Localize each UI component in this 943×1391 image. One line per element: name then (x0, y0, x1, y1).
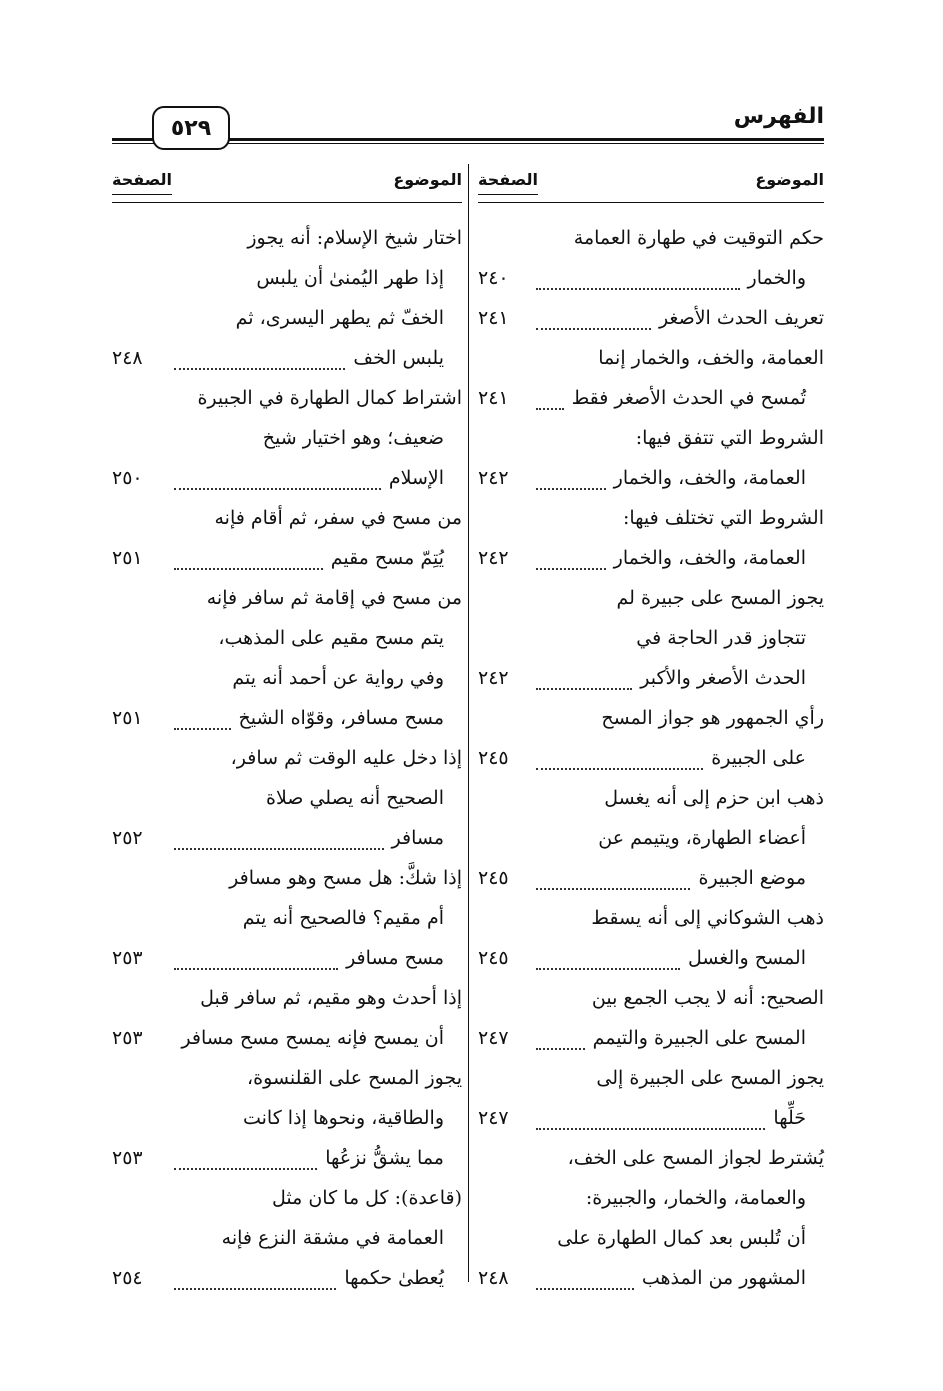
index-column-left (112, 164, 462, 1298)
column-header-right (478, 164, 824, 203)
index-entry-line (112, 498, 462, 538)
entry-page-number: ٢٤٢ (478, 467, 509, 489)
index-entry-line (478, 738, 824, 778)
entry-page-number: ٢٤٠ (478, 267, 509, 289)
index-entry-line (112, 338, 462, 378)
page-header (112, 96, 824, 156)
entry-text: من مسح في إقامة ثم سافر فإنه (206, 587, 462, 609)
index-entry-line (112, 538, 462, 578)
index-entry-line (112, 1178, 462, 1218)
entry-text: إذا دخل عليه الوقت ثم سافر، (230, 747, 462, 769)
index-entry-line (478, 458, 824, 498)
entry-text: اشتراط كمال الطهارة في الجبيرة (197, 387, 462, 409)
index-entry-line (478, 658, 824, 698)
leader-dots (536, 1098, 765, 1130)
entry-text: أم مقيم؟ فالصحيح أنه يتم (242, 907, 444, 929)
entry-text: مسح مسافر، وقوّاه الشيخ (238, 707, 444, 729)
index-entry-line (478, 938, 824, 978)
entry-text: العمامة، والخف، والخمار إنما (598, 347, 824, 369)
entry-page-number: ٢٤١ (478, 387, 509, 409)
leader-dots (536, 1258, 634, 1290)
entry-page-number: ٢٤٥ (478, 947, 509, 969)
index-entry-line (478, 978, 824, 1018)
entry-text: حَلِّها (773, 1107, 806, 1129)
topic-header: الموضوع (755, 170, 824, 189)
entry-text: الصحيح: أنه لا يجب الجمع بين (591, 987, 824, 1009)
index-entry-line (478, 778, 824, 818)
leader-dots (536, 938, 680, 970)
entry-page-number: ٢٥٣ (112, 1027, 143, 1049)
index-entry-line (478, 1138, 824, 1178)
leader-dots (536, 258, 740, 290)
leader-dots (536, 458, 606, 490)
entry-text: الصحيح أنه يصلي صلاة (266, 787, 444, 809)
index-entry-line (112, 258, 462, 298)
leader-dots (536, 538, 606, 570)
entry-text: إذا طهر اليُمنىٰ أن يلبس (256, 267, 444, 289)
entry-text: موضع الجبيرة (698, 867, 806, 889)
leader-dots (536, 378, 564, 410)
entry-text: ضعيف؛ وهو اختيار شيخ (262, 427, 444, 449)
entry-text: ذهب الشوكاني إلى أنه يسقط (591, 907, 824, 929)
entry-text: أن تُلبس بعد كمال الطهارة على (557, 1227, 806, 1249)
leader-dots (536, 858, 690, 890)
index-entry-line (112, 778, 462, 818)
index-entry-line (112, 1058, 462, 1098)
entry-text: إذا شكَّ: هل مسح وهو مسافر (229, 867, 462, 889)
entry-page-number: ٢٤٢ (478, 667, 509, 689)
entry-text: الشروط التي تتفق فيها: (635, 427, 824, 449)
index-entry-line (478, 498, 824, 538)
entry-text: إذا أحدث وهو مقيم، ثم سافر قبل (200, 987, 462, 1009)
entry-text: الحدث الأصغر والأكبر (640, 667, 806, 689)
entry-text: (قاعدة): كل ما كان مثل (271, 1187, 462, 1209)
leader-dots (174, 1138, 317, 1170)
leader-dots (536, 738, 703, 770)
entry-text: اختار شيخ الإسلام: أنه يجوز (247, 227, 462, 249)
entry-text: على الجبيرة (711, 747, 806, 769)
entry-text: يلبس الخف (353, 347, 444, 369)
index-entry-line (112, 298, 462, 338)
leader-dots (174, 458, 381, 490)
entry-text: مما يشقُّ نزعُها (325, 1147, 444, 1169)
entry-text: تعريف الحدث الأصغر (658, 307, 824, 329)
entry-page-number: ٢٥١ (112, 547, 143, 569)
entry-page-number: ٢٥٤ (112, 1267, 143, 1289)
entry-text: رأي الجمهور هو جواز المسح (601, 707, 824, 729)
entry-text: مسافر (391, 827, 444, 849)
index-entry-line (112, 858, 462, 898)
index-entry-line (478, 418, 824, 458)
topic-header: الموضوع (393, 170, 462, 189)
index-entry-line (478, 818, 824, 858)
entry-page-number: ٢٤٨ (112, 347, 143, 369)
index-entry-line (478, 1258, 824, 1298)
leader-dots (174, 1258, 336, 1290)
entry-page-number: ٢٥٠ (112, 467, 143, 489)
index-entry-line (112, 1018, 462, 1058)
entry-text: المسح والغسل (687, 947, 806, 969)
index-entry-line (112, 1138, 462, 1178)
index-entry-line (112, 218, 462, 258)
entry-page-number: ٢٥١ (112, 707, 143, 729)
entry-page-number: ٢٤٥ (478, 747, 509, 769)
leader-dots (174, 818, 384, 850)
leader-dots (536, 658, 632, 690)
entry-text: العمامة، والخف، والخمار (613, 547, 806, 569)
leader-dots (174, 698, 231, 730)
index-entry-line (478, 578, 824, 618)
entry-text: ذهب ابن حزم إلى أنه يغسل (604, 787, 824, 809)
entry-text: يُشترط لجواز المسح على الخف، (567, 1147, 824, 1169)
entry-page-number: ٢٥٢ (112, 827, 143, 849)
index-entry-line (478, 1218, 824, 1258)
page-title: الفهرس (733, 104, 824, 129)
index-entry-line (478, 618, 824, 658)
index-entry-line (112, 378, 462, 418)
leader-dots (174, 338, 345, 370)
entry-text: والعمامة، والخمار، والجبيرة: (585, 1187, 806, 1209)
entry-text: والطاقية، ونحوها إذا كانت (242, 1107, 444, 1129)
index-entry-line (112, 818, 462, 858)
page-number-badge: ٥٢٩ (152, 106, 230, 150)
index-entry-line (112, 898, 462, 938)
entry-text: حكم التوقيت في طهارة العمامة (573, 227, 824, 249)
index-entry-line (112, 698, 462, 738)
entry-page-number: ٢٤٥ (478, 867, 509, 889)
index-entry-line (478, 898, 824, 938)
page-header-label: الصفحة (112, 170, 173, 189)
entry-page-number: ٢٤١ (478, 307, 509, 329)
leader-dots (536, 298, 651, 330)
index-entry-line (478, 378, 824, 418)
entry-text: تُمسح في الحدث الأصغر فقط (571, 387, 806, 409)
entry-list-left (112, 218, 462, 1298)
index-entry-line (478, 258, 824, 298)
index-entry-line (478, 1058, 824, 1098)
index-entry-line (478, 538, 824, 578)
column-header-left (112, 164, 462, 203)
entry-text: يُتِمّ مسح مقيم (330, 547, 444, 569)
entry-page-number: ٢٥٣ (112, 1147, 143, 1169)
entry-text: من مسح في سفر، ثم أقام فإنه (214, 507, 462, 529)
entry-page-number: ٢٤٧ (478, 1027, 509, 1049)
index-entry-line (112, 1098, 462, 1138)
index-entry-line (112, 658, 462, 698)
entry-text: يجوز المسح على الجبيرة إلى (596, 1067, 824, 1089)
entry-text: الشروط التي تختلف فيها: (622, 507, 824, 529)
index-entry-line (112, 978, 462, 1018)
index-entry-line (478, 218, 824, 258)
entry-page-number: ٢٤٢ (478, 547, 509, 569)
leader-dots (174, 538, 323, 570)
leader-dots (174, 938, 338, 970)
index-entry-line (478, 1098, 824, 1138)
index-entry-line (112, 938, 462, 978)
entry-text: المشهور من المذهب (641, 1267, 806, 1289)
index-entry-line (478, 1018, 824, 1058)
entry-text: العمامة في مشقة النزع فإنه (221, 1227, 444, 1249)
entry-text: الإسلام (388, 467, 444, 489)
entry-text: المسح على الجبيرة والتيمم (592, 1027, 806, 1049)
entry-text: وفي رواية عن أحمد أنه يتم (232, 667, 444, 689)
entry-page-number: ٢٥٣ (112, 947, 143, 969)
entry-text: يتم مسح مقيم على المذهب، (218, 627, 444, 649)
index-entry-line (112, 458, 462, 498)
index-entry-line (478, 698, 824, 738)
index-entry-line (112, 578, 462, 618)
index-entry-line (478, 1178, 824, 1218)
page-header-label: الصفحة (478, 170, 539, 189)
entry-text: يجوز المسح على جبيرة لم (616, 587, 824, 609)
entry-text: يُعطىٰ حكمها (344, 1267, 444, 1289)
entry-text: مسح مسافر (346, 947, 444, 969)
index-entry-line (112, 618, 462, 658)
index-entry-line (112, 418, 462, 458)
column-separator (468, 164, 469, 1282)
leader-dots (536, 1018, 585, 1050)
entry-text: تتجاوز قدر الحاجة في (636, 627, 806, 649)
index-entry-line (112, 1218, 462, 1258)
index-entry-line (478, 858, 824, 898)
index-entry-line (112, 1258, 462, 1298)
index-entry-line (478, 338, 824, 378)
entry-text: أعضاء الطهارة، ويتيمم عن (598, 827, 806, 849)
entry-page-number: ٢٤٧ (478, 1107, 509, 1129)
entry-page-number: ٢٤٨ (478, 1267, 509, 1289)
entry-text: يجوز المسح على القلنسوة، (247, 1067, 462, 1089)
entry-list-right (478, 218, 824, 1298)
index-entry-line (112, 738, 462, 778)
entry-text: العمامة، والخف، والخمار (613, 467, 806, 489)
entry-text: أن يمسح فإنه يمسح مسح مسافر (181, 1027, 444, 1049)
entry-text: الخفّ ثم يطهر اليسرى، ثم (235, 307, 444, 329)
index-entry-line (478, 298, 824, 338)
index-column-right (478, 164, 824, 1298)
entry-text: والخمار (747, 267, 806, 289)
